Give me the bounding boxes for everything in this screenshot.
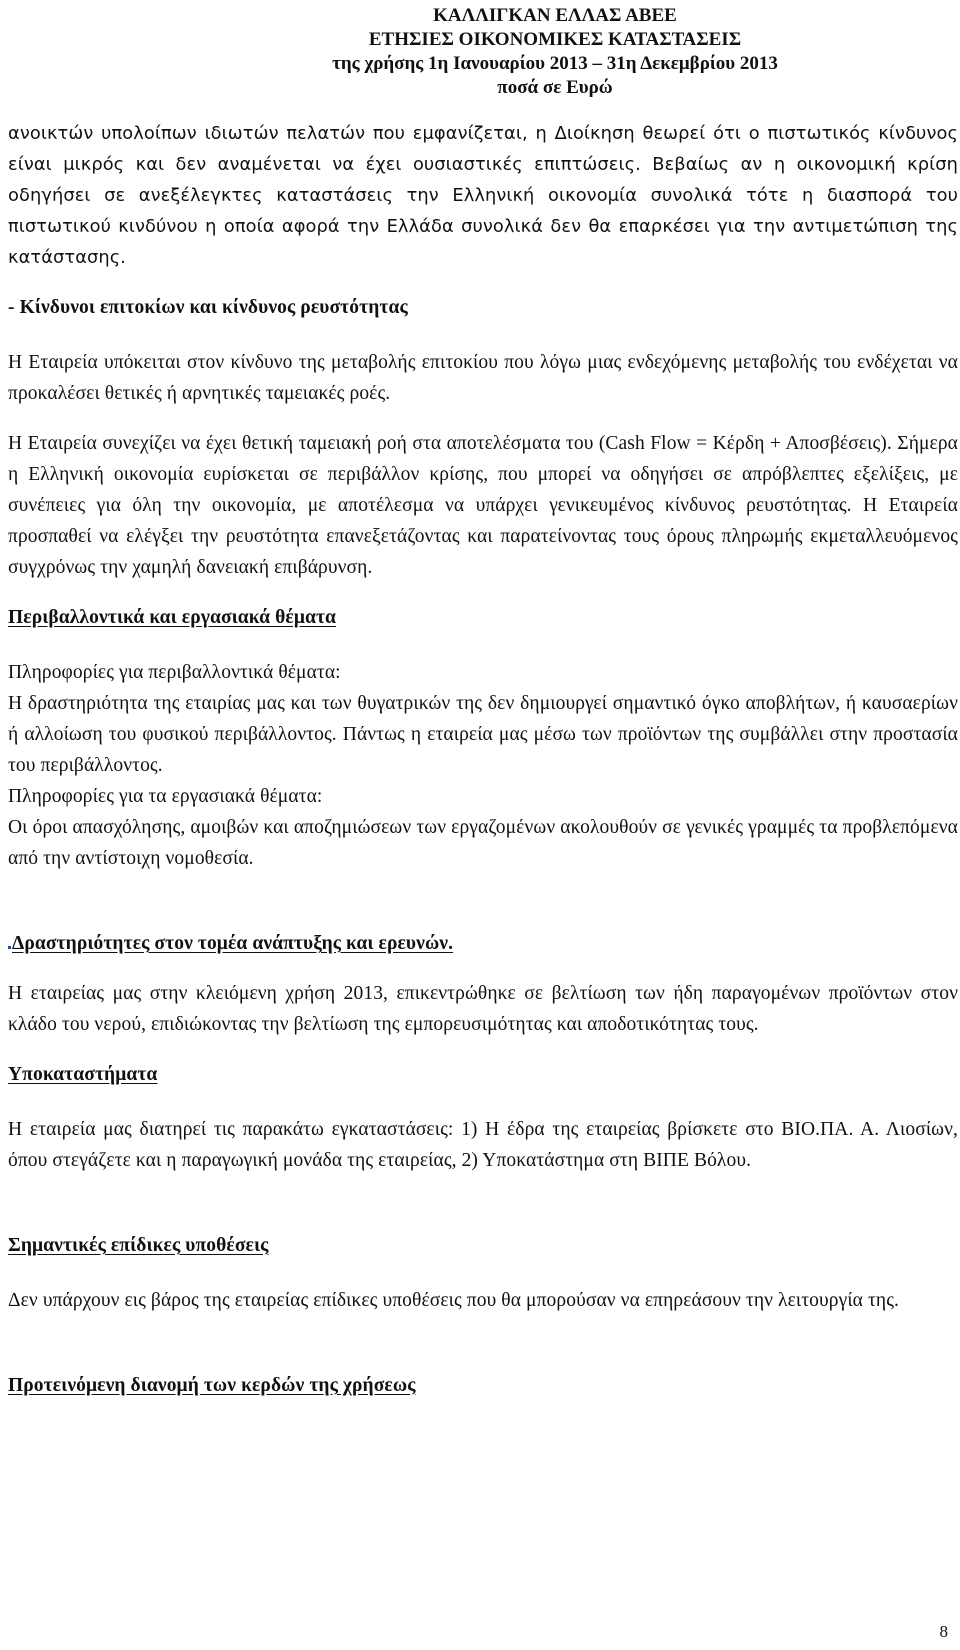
branches-heading-text: Υποκαταστήματα	[8, 1064, 158, 1085]
document-body	[8, 118, 958, 1401]
environment-info-text: Η δραστηριότητα της εταιρίας μας και των θυγατρικών της δεν δημιουργεί σημαντικό όγκο αποβλήτων, ή καυσαερίων ή αλλοίωση του φυσικού περιβάλλοντος. Πάντως η εταιρεία μας μέσω των προϊόντων της συμβάλλει στην προστασία του περιβάλλοντος.	[8, 693, 958, 776]
company-name: ΚΑΛΛΙΓΚΑΝ ΕΛΛΑΣ ΑΒΕΕ	[433, 5, 677, 26]
document-header	[0, 4, 960, 100]
legal-cases-paragraph: Δεν υπάρχουν εις βάρος της εταιρείας επίδικες υποθέσεις που θα μπορούσαν να επηρεάσουν την λειτουργία της.	[8, 1290, 900, 1311]
branches-heading	[8, 1059, 958, 1090]
legal-cases-heading	[8, 1230, 958, 1261]
research-paragraph: Η εταιρείας μας στην κλειόμενη χρήση 2013, επικεντρώθηκε σε βελτίωση των ήδη παραγομένων προϊόντων στον κλάδο του νερού, επιδιώκοντας την βελτίωση της εμπορευσιμότητας και αποδοτικότητας τους.	[8, 983, 958, 1035]
profit-distribution-heading	[8, 1370, 958, 1401]
environment-labor-heading	[8, 602, 958, 633]
liquidity-risk-paragraph: Η Εταιρεία συνεχίζει να έχει θετική ταμειακή ροή στα αποτελέσματα του (Cash Flow = Κέρδη + Αποσβέσεις). Σήμερα η Ελληνική οικονομία ευρίσκεται σε περιβάλλον κρίσης, που μπορεί να οδηγήσει σε απρόβλεπτες εξελίξεις, με συνέπειες για όλη την οικονομία, με αποτέλεσμα να υπάρχει γενικευμένος κίνδυνος ρευστότητας. Η Εταιρεία προσπαθεί να ελέγξει την ρευστότητα επανεξετάζοντας και παρατείνοντας τους όρους πληρωμής εκμεταλλευόμενος συγχρόνως την χαμηλή δανειακή επιβάρυνση.	[8, 433, 958, 578]
credit-risk-paragraph: ανοικτών υπολοίπων ιδιωτών πελατών που εμφανίζεται, η Διοίκηση θεωρεί ότι ο πιστωτικός κίνδυνος είναι μικρός και δεν αναμένεται να έχει ουσιαστικές επιπτώσεις. Βεβαίως αν η οικονομική κρίση οδηγήσει σε ανεξέλεγκτες καταστάσεις την Ελληνική οικονομία συνολικά τότε η διασπορά του πιστωτικού κινδύνου η οποία αφορά την Ελλάδα συνολικά δεν θα επαρκέσει για την αντιμετώπιση της κατάστασης.	[8, 123, 958, 268]
environment-labor-heading-text: Περιβαλλοντικά και εργασιακά θέματα	[8, 607, 337, 628]
interest-liquidity-heading: - Κίνδυνοι επιτοκίων και κίνδυνος ρευστότητας	[8, 297, 408, 318]
currency-note: ποσά σε Ευρώ	[497, 77, 613, 98]
bullet-dot-icon	[8, 946, 11, 949]
page-number: 8	[939, 1622, 948, 1641]
labor-info-text: Οι όροι απασχόλησης, αμοιβών και αποζημιώσεων των εργαζομένων ακολουθούν σε γενικές γραμμές τα προβλεπόμενα από την αντίστοιχη νομοθεσία.	[8, 817, 958, 869]
document-title: ΕΤΗΣΙΕΣ ΟΙΚΟΝΟΜΙΚΕΣ ΚΑΤΑΣΤΑΣΕΙΣ	[368, 29, 742, 50]
fiscal-period: της χρήσης 1η Ιανουαρίου 2013 – 31η Δεκεμβρίου 2013	[332, 53, 778, 74]
legal-cases-heading-text: Σημαντικές επίδικες υποθέσεις	[8, 1235, 269, 1256]
labor-info-label: Πληροφορίες για τα εργασιακά θέματα:	[8, 786, 323, 807]
branches-paragraph: Η εταιρεία μας διατηρεί τις παρακάτω εγκαταστάσεις: 1) Η έδρα της εταιρείας βρίσκετε στο ΒΙΟ.ΠΑ. Α. Λιοσίων, όπου στεγάζετε και η παραγωγική μονάδα της εταιρείας, 2) Υποκατάστημα στη ΒΙΠΕ Βόλου.	[8, 1119, 958, 1171]
research-heading	[8, 928, 958, 959]
interest-risk-paragraph: Η Εταιρεία υπόκειται στον κίνδυνο της μεταβολής επιτοκίου που λόγω μιας ενδεχόμενης μεταβολής του ενδέχεται να προκαλέσει θετικές ή αρνητικές ταμειακές ροές.	[8, 352, 958, 404]
profit-distribution-heading-text: Προτεινόμενη διανομή των κερδών της χρήσεως	[8, 1375, 416, 1396]
environment-info-label: Πληροφορίες για περιβαλλοντικά θέματα:	[8, 662, 341, 683]
research-heading-text: Δραστηριότητες στον τομέα ανάπτυξης και ερευνών.	[12, 933, 454, 954]
